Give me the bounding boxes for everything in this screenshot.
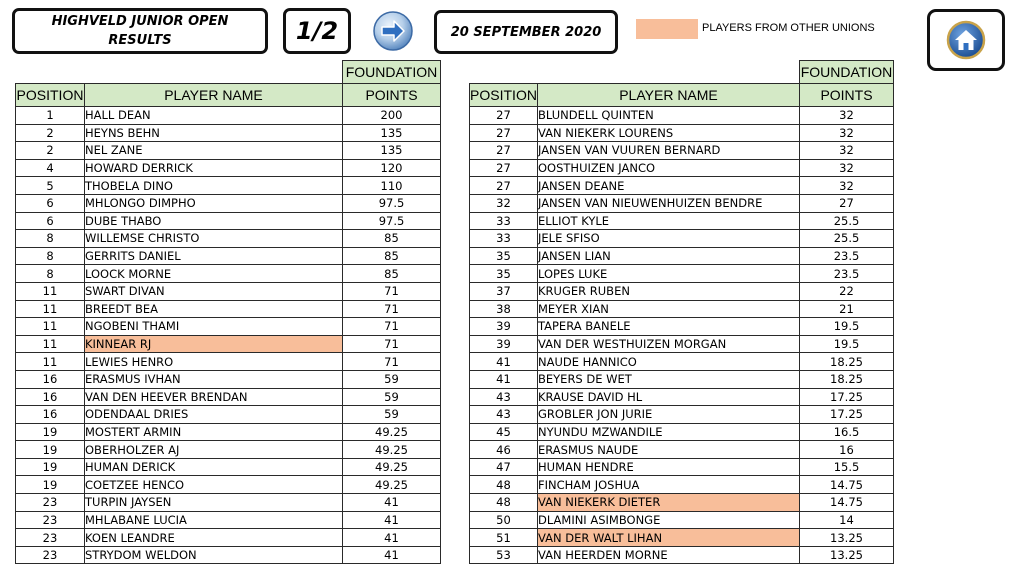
player-name-cell: STRYDOM WELDON (85, 546, 343, 564)
position-cell: 11 (16, 282, 85, 300)
table-row (470, 529, 894, 547)
player-name-cell: FINCHAM JOSHUA (538, 476, 800, 494)
position-cell: 8 (16, 230, 85, 248)
position-cell: 51 (470, 529, 538, 547)
position-cell: 27 (470, 124, 538, 142)
points-cell: 32 (800, 142, 894, 160)
points-cell: 41 (343, 529, 441, 547)
table-row (470, 335, 894, 353)
position-cell: 27 (470, 107, 538, 125)
player-name-cell: JANSEN LIAN (538, 247, 800, 265)
event-date-text: 20 SEPTEMBER 2020 (450, 24, 602, 40)
position-cell: 19 (16, 476, 85, 494)
table-row (16, 124, 441, 142)
table-row (16, 159, 441, 177)
points-cell: 15.5 (800, 458, 894, 476)
table-row (470, 423, 894, 441)
points-cell: 41 (343, 546, 441, 564)
position-cell: 19 (16, 458, 85, 476)
points-cell: 135 (343, 142, 441, 160)
points-cell: 22 (800, 282, 894, 300)
player-name-cell: NYUNDU MZWANDILE (538, 423, 800, 441)
table-row (470, 511, 894, 529)
table-row (470, 265, 894, 283)
position-cell: 41 (470, 353, 538, 371)
points-cell: 85 (343, 265, 441, 283)
points-cell: 59 (343, 406, 441, 424)
position-cell: 4 (16, 159, 85, 177)
player-name-cell: ELLIOT KYLE (538, 212, 800, 230)
player-name-cell: JANSEN DEANE (538, 177, 800, 195)
player-name-cell: KRUGER RUBEN (538, 282, 800, 300)
table-row (470, 406, 894, 424)
table-row (470, 194, 894, 212)
table-row (16, 529, 441, 547)
points-header-line2: POINTS (343, 84, 441, 107)
table-row (470, 177, 894, 195)
table-row (16, 388, 441, 406)
points-cell: 25.5 (800, 230, 894, 248)
arrow-right-icon (372, 10, 414, 52)
position-cell: 33 (470, 230, 538, 248)
points-cell: 49.25 (343, 423, 441, 441)
table-row (16, 458, 441, 476)
points-cell: 135 (343, 124, 441, 142)
position-cell: 11 (16, 335, 85, 353)
player-name-cell: JELE SFISO (538, 230, 800, 248)
player-name-cell: NEL ZANE (85, 142, 343, 160)
event-date (434, 10, 618, 54)
points-cell: 14 (800, 511, 894, 529)
position-cell: 53 (470, 546, 538, 564)
legend-label: PLAYERS FROM OTHER UNIONS (702, 22, 875, 34)
player-name-cell: GERRITS DANIEL (85, 247, 343, 265)
player-name-cell: VAN DEN HEEVER BRENDAN (85, 388, 343, 406)
table-row (16, 318, 441, 336)
table-row (470, 318, 894, 336)
player-name-header: PLAYER NAME (85, 84, 343, 107)
position-cell: 27 (470, 177, 538, 195)
player-name-cell: TAPERA BANELE (538, 318, 800, 336)
position-cell: 33 (470, 212, 538, 230)
points-cell: 97.5 (343, 212, 441, 230)
player-name-cell: BEYERS DE WET (538, 370, 800, 388)
table-row (470, 476, 894, 494)
points-cell: 97.5 (343, 194, 441, 212)
points-cell: 41 (343, 494, 441, 512)
position-header: POSITION (16, 84, 85, 107)
table-row (470, 212, 894, 230)
player-name-cell: NGOBENI THAMI (85, 318, 343, 336)
position-cell: 19 (16, 441, 85, 459)
points-cell: 32 (800, 124, 894, 142)
position-cell: 6 (16, 194, 85, 212)
position-cell: 23 (16, 546, 85, 564)
table-row (470, 388, 894, 406)
points-cell: 71 (343, 300, 441, 318)
position-cell: 41 (470, 370, 538, 388)
position-cell: 39 (470, 318, 538, 336)
points-cell: 49.25 (343, 476, 441, 494)
position-cell: 1 (16, 107, 85, 125)
player-name-cell: GROBLER JON JURIE (538, 406, 800, 424)
player-name-cell: HUMAN HENDRE (538, 458, 800, 476)
points-cell: 16 (800, 441, 894, 459)
position-cell: 5 (16, 177, 85, 195)
position-cell: 2 (16, 142, 85, 160)
player-name-cell: LEWIES HENRO (85, 353, 343, 371)
table-row (470, 230, 894, 248)
position-cell: 48 (470, 494, 538, 512)
table-row (470, 546, 894, 564)
position-cell: 2 (16, 124, 85, 142)
table-row (470, 247, 894, 265)
position-header: POSITION (470, 84, 538, 107)
player-name-cell: ERASMUS NAUDE (538, 441, 800, 459)
results-table-left (15, 60, 441, 564)
player-name-cell: HUMAN DERICK (85, 458, 343, 476)
table-row (470, 159, 894, 177)
points-cell: 41 (343, 511, 441, 529)
player-name-cell: TURPIN JAYSEN (85, 494, 343, 512)
player-name-cell: WILLEMSE CHRISTO (85, 230, 343, 248)
player-name-cell: NAUDE HANNICO (538, 353, 800, 371)
table-row (16, 265, 441, 283)
player-name-cell: LOOCK MORNE (85, 265, 343, 283)
points-cell: 49.25 (343, 458, 441, 476)
player-name-cell: VAN NIEKERK LOURENS (538, 124, 800, 142)
position-cell: 8 (16, 265, 85, 283)
player-name-cell: HALL DEAN (85, 107, 343, 125)
points-cell: 25.5 (800, 212, 894, 230)
page-indicator (283, 8, 351, 54)
table-row (16, 476, 441, 494)
home-icon (946, 20, 986, 60)
points-cell: 85 (343, 247, 441, 265)
player-name-cell: JANSEN VAN NIEUWENHUIZEN BENDRE (538, 194, 800, 212)
player-name-cell: HOWARD DERRICK (85, 159, 343, 177)
table-row (16, 370, 441, 388)
table-row (470, 124, 894, 142)
player-name-cell: KOEN LEANDRE (85, 529, 343, 547)
player-name-cell: MEYER XIAN (538, 300, 800, 318)
points-cell: 71 (343, 318, 441, 336)
position-cell: 6 (16, 212, 85, 230)
table-row (470, 142, 894, 160)
points-cell: 23.5 (800, 265, 894, 283)
position-cell: 11 (16, 318, 85, 336)
points-cell: 14.75 (800, 494, 894, 512)
table-row (16, 142, 441, 160)
player-name-cell: MHLABANE LUCIA (85, 511, 343, 529)
points-cell: 85 (343, 230, 441, 248)
page-number: 1/2 (295, 17, 339, 45)
position-cell: 37 (470, 282, 538, 300)
position-cell: 38 (470, 300, 538, 318)
position-cell: 8 (16, 247, 85, 265)
player-name-cell: VAN DER WALT LIHAN (538, 529, 800, 547)
table-row (16, 212, 441, 230)
player-name-cell: HEYNS BEHN (85, 124, 343, 142)
page-title (12, 8, 268, 54)
player-name-cell: VAN DER WESTHUIZEN MORGAN (538, 335, 800, 353)
table-row (470, 300, 894, 318)
points-cell: 16.5 (800, 423, 894, 441)
points-cell: 32 (800, 177, 894, 195)
position-cell: 23 (16, 511, 85, 529)
table-row (470, 370, 894, 388)
player-name-header: PLAYER NAME (538, 84, 800, 107)
points-header-line2: POINTS (800, 84, 894, 107)
points-cell: 19.5 (800, 335, 894, 353)
position-cell: 43 (470, 388, 538, 406)
points-cell: 21 (800, 300, 894, 318)
points-cell: 120 (343, 159, 441, 177)
table-row (16, 546, 441, 564)
position-cell: 32 (470, 194, 538, 212)
position-cell: 35 (470, 247, 538, 265)
player-name-cell: DLAMINI ASIMBONGE (538, 511, 800, 529)
player-name-cell: KRAUSE DAVID HL (538, 388, 800, 406)
points-cell: 18.25 (800, 370, 894, 388)
position-cell: 19 (16, 423, 85, 441)
table-row (16, 494, 441, 512)
points-cell: 17.25 (800, 388, 894, 406)
player-name-cell: LOPES LUKE (538, 265, 800, 283)
table-row (16, 194, 441, 212)
points-cell: 32 (800, 159, 894, 177)
position-cell: 48 (470, 476, 538, 494)
position-cell: 50 (470, 511, 538, 529)
table-row (16, 300, 441, 318)
table-row (16, 177, 441, 195)
legend-swatch (636, 19, 698, 39)
position-cell: 16 (16, 406, 85, 424)
table-row (16, 406, 441, 424)
position-cell: 35 (470, 265, 538, 283)
next-page-button[interactable] (372, 10, 414, 52)
table-row (16, 441, 441, 459)
player-name-cell: DUBE THABO (85, 212, 343, 230)
points-cell: 110 (343, 177, 441, 195)
points-cell: 18.25 (800, 353, 894, 371)
points-cell: 17.25 (800, 406, 894, 424)
player-name-cell: VAN HEERDEN MORNE (538, 546, 800, 564)
table-row (16, 107, 441, 125)
player-name-cell: MOSTERT ARMIN (85, 423, 343, 441)
points-header-line1: FOUNDATION (343, 61, 441, 84)
results-table-right (469, 60, 894, 564)
page-title-text: HIGHVELD JUNIOR OPEN RESULTS (51, 14, 229, 48)
player-name-cell: ODENDAAL DRIES (85, 406, 343, 424)
player-name-cell: OOSTHUIZEN JANCO (538, 159, 800, 177)
points-cell: 71 (343, 282, 441, 300)
position-cell: 45 (470, 423, 538, 441)
points-cell: 200 (343, 107, 441, 125)
points-cell: 23.5 (800, 247, 894, 265)
position-cell: 27 (470, 159, 538, 177)
player-name-cell: SWART DIVAN (85, 282, 343, 300)
table-row (470, 282, 894, 300)
player-name-cell: VAN NIEKERK DIETER (538, 494, 800, 512)
table-row (470, 353, 894, 371)
position-cell: 16 (16, 370, 85, 388)
player-name-cell: COETZEE HENCO (85, 476, 343, 494)
position-cell: 11 (16, 353, 85, 371)
player-name-cell: BLUNDELL QUINTEN (538, 107, 800, 125)
table-row (470, 107, 894, 125)
table-row (16, 247, 441, 265)
position-cell: 23 (16, 529, 85, 547)
points-cell: 59 (343, 388, 441, 406)
table-row (16, 282, 441, 300)
points-cell: 27 (800, 194, 894, 212)
player-name-cell: MHLONGO DIMPHO (85, 194, 343, 212)
player-name-cell: BREEDT BEA (85, 300, 343, 318)
table-row (16, 353, 441, 371)
player-name-cell: THOBELA DINO (85, 177, 343, 195)
home-button[interactable] (927, 9, 1005, 71)
table-row (16, 335, 441, 353)
points-cell: 59 (343, 370, 441, 388)
points-cell: 32 (800, 107, 894, 125)
points-cell: 13.25 (800, 529, 894, 547)
points-cell: 13.25 (800, 546, 894, 564)
table-row (470, 441, 894, 459)
position-cell: 47 (470, 458, 538, 476)
points-cell: 71 (343, 353, 441, 371)
position-cell: 43 (470, 406, 538, 424)
points-cell: 14.75 (800, 476, 894, 494)
position-cell: 11 (16, 300, 85, 318)
points-header-line1: FOUNDATION (800, 61, 894, 84)
points-cell: 49.25 (343, 441, 441, 459)
player-name-cell: KINNEAR RJ (85, 335, 343, 353)
player-name-cell: ERASMUS IVHAN (85, 370, 343, 388)
table-row (16, 423, 441, 441)
points-cell: 19.5 (800, 318, 894, 336)
position-cell: 23 (16, 494, 85, 512)
position-cell: 27 (470, 142, 538, 160)
table-row (16, 230, 441, 248)
position-cell: 16 (16, 388, 85, 406)
player-name-cell: OBERHOLZER AJ (85, 441, 343, 459)
position-cell: 46 (470, 441, 538, 459)
table-row (470, 494, 894, 512)
points-cell: 71 (343, 335, 441, 353)
player-name-cell: JANSEN VAN VUUREN BERNARD (538, 142, 800, 160)
table-row (16, 511, 441, 529)
table-row (470, 458, 894, 476)
position-cell: 39 (470, 335, 538, 353)
